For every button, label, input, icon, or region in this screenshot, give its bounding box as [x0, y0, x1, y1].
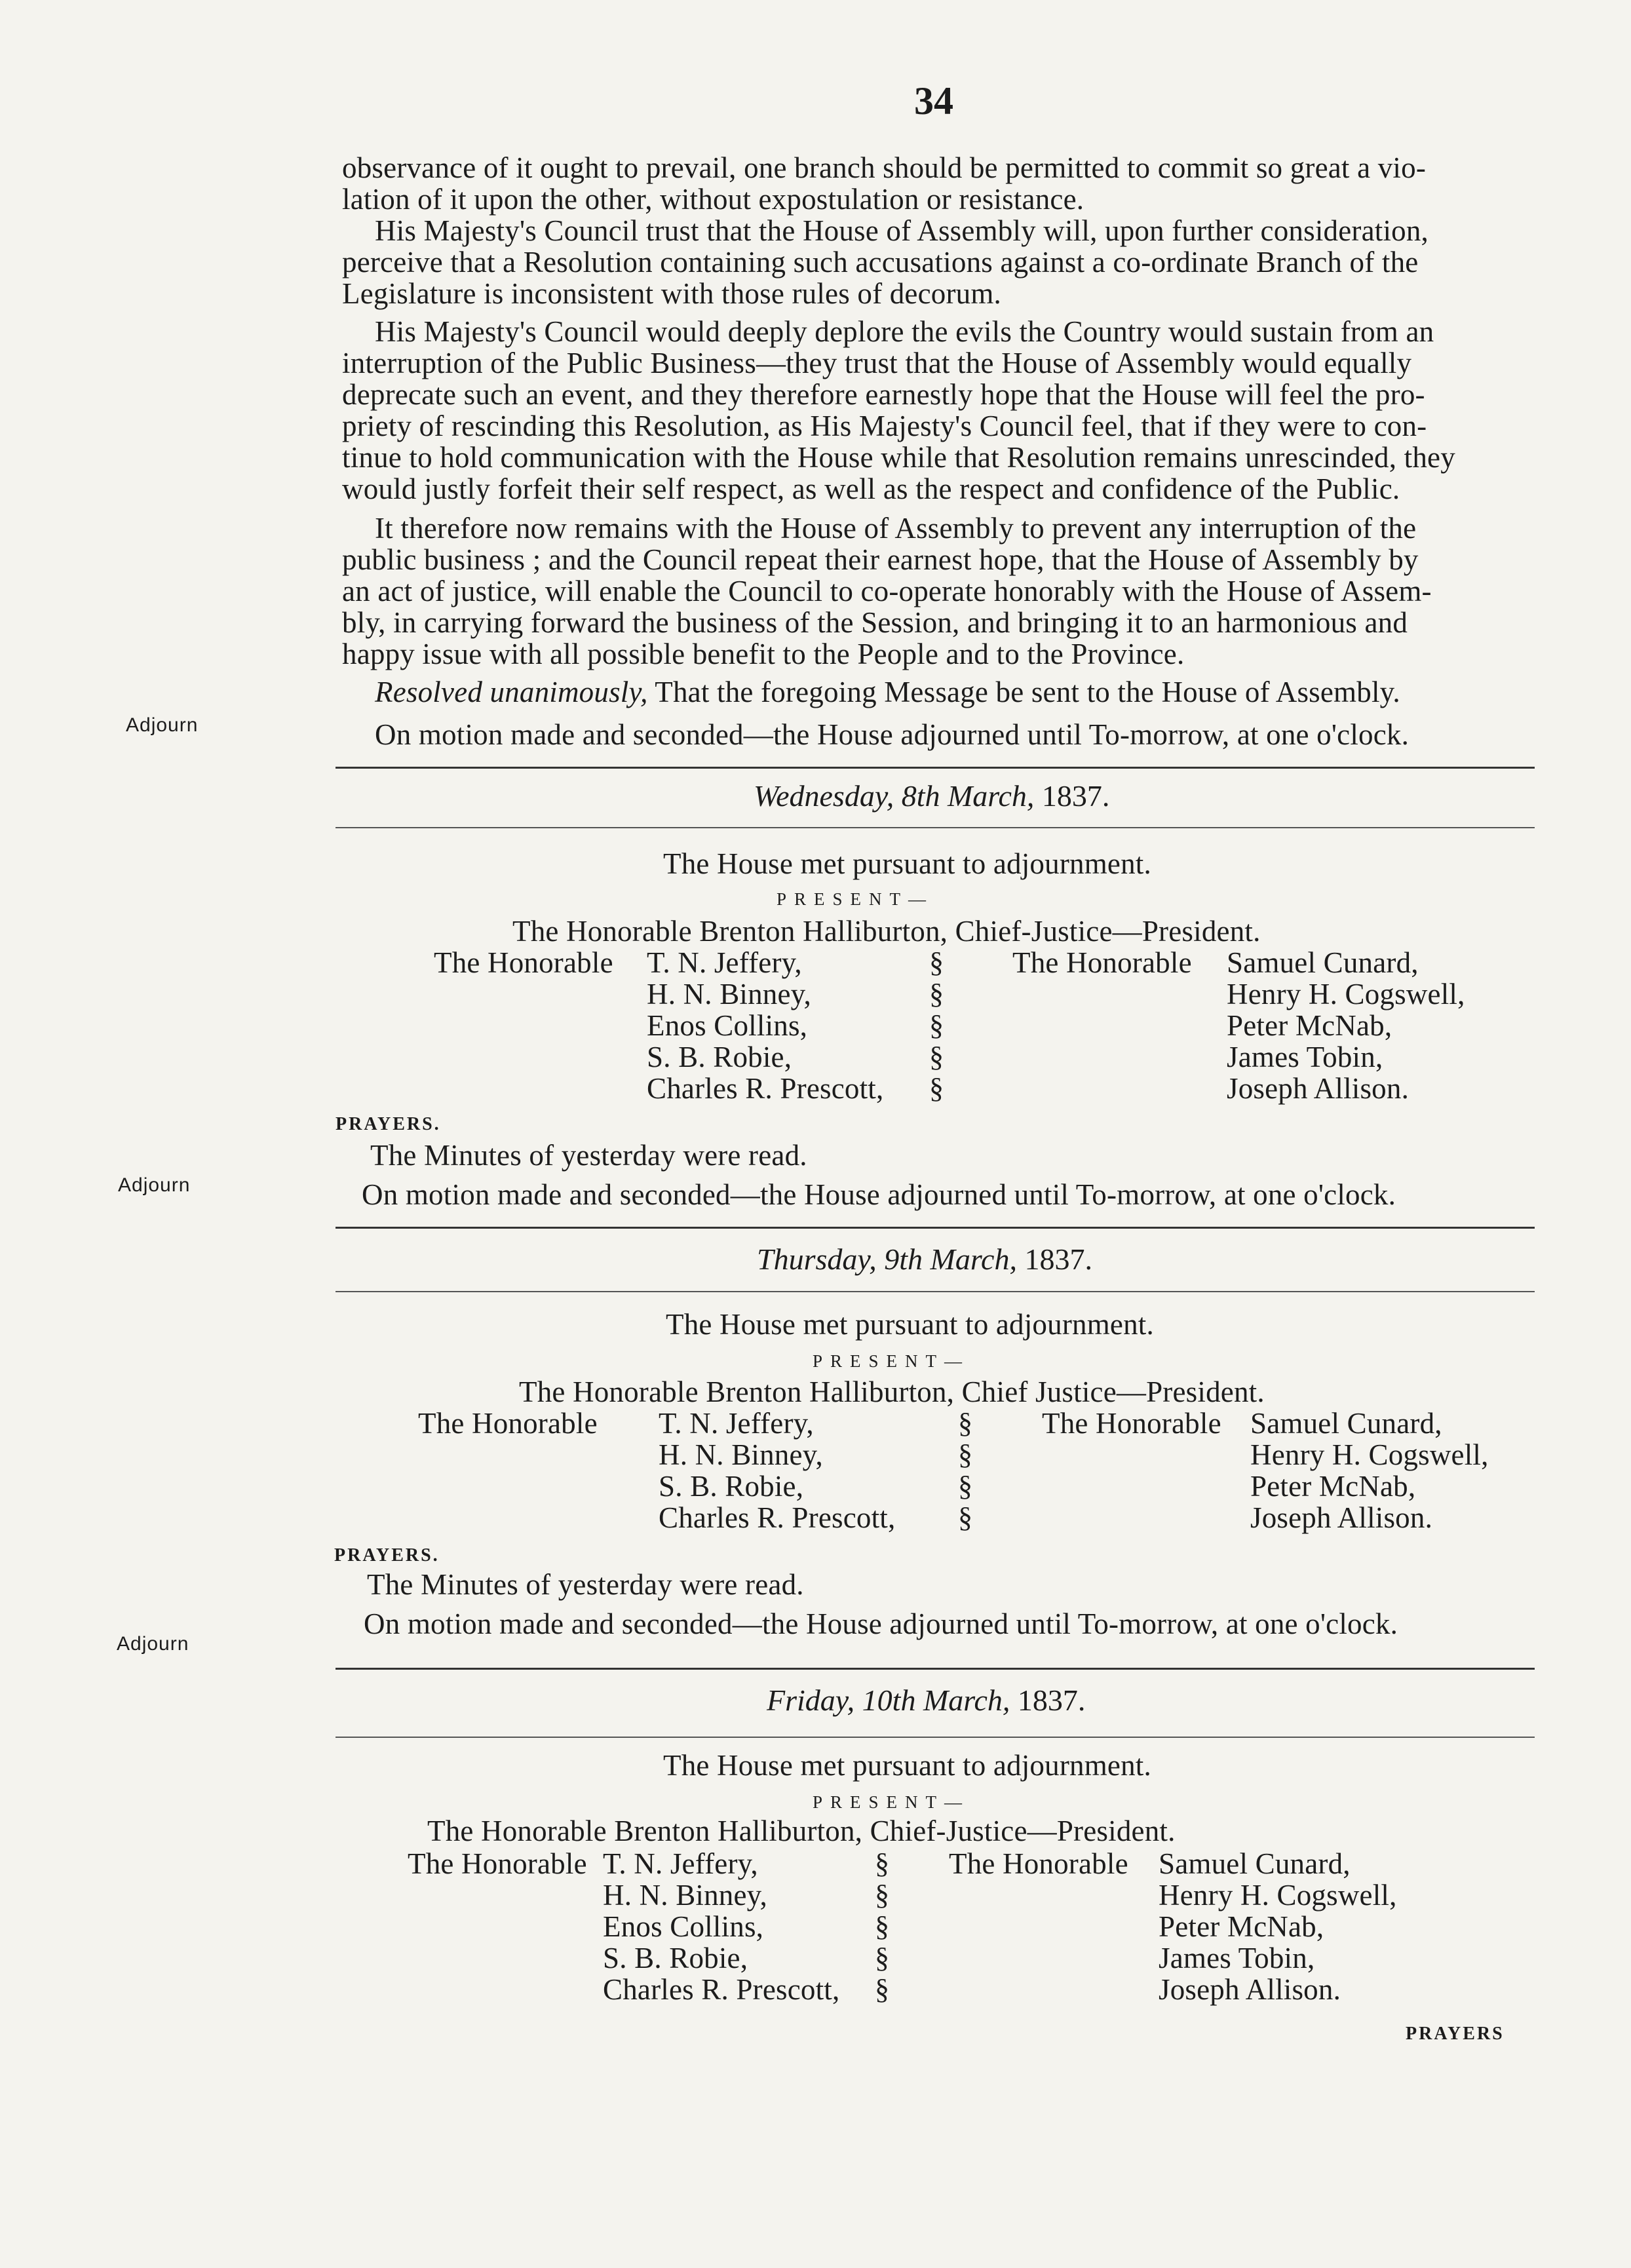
- section-mark: §: [958, 1501, 972, 1533]
- text-line: Legislature is inconsistent with those rules of decorum.: [342, 277, 1001, 310]
- member-right: Henry H. Cogswell,: [1227, 978, 1465, 1010]
- section-mark: §: [958, 1470, 972, 1502]
- member-prefix-left: The Honorable: [434, 946, 613, 979]
- member-prefix-right: The Honorable: [1012, 946, 1192, 979]
- section-mark: §: [875, 1942, 889, 1974]
- date-heading: [757, 1242, 1092, 1277]
- margin-note-adjourn: Adjourn: [117, 1633, 189, 1655]
- president-line: The Honorable Brenton Halliburton, Chief-Justice—President.: [512, 915, 1261, 948]
- adjourn-line: On motion made and seconded—the House adjourned until To-morrow, at one o'clock.: [364, 1607, 1398, 1640]
- section-rule: [336, 1227, 1535, 1229]
- member-right: Samuel Cunard,: [1227, 946, 1419, 979]
- section-mark: §: [958, 1438, 972, 1470]
- member-right: Peter McNab,: [1227, 1009, 1392, 1042]
- section-rule: [336, 767, 1535, 769]
- page-number: 34: [914, 79, 953, 123]
- text-line: tinue to hold communication with the House while that Resolution remains unrescinded, they: [342, 441, 1455, 474]
- section-mark: §: [929, 1041, 944, 1073]
- present-label: PRESENT—: [777, 889, 934, 909]
- section-rule: [336, 827, 1535, 828]
- section-rule: [336, 1291, 1535, 1292]
- member-left: T. N. Jeffery,: [603, 1847, 758, 1880]
- member-right: Samuel Cunard,: [1250, 1407, 1442, 1440]
- text-line: His Majesty's Council trust that the House of Assembly will, upon further consideration,: [375, 214, 1429, 247]
- text-line: public business ; and the Council repeat their earnest hope, that the House of Assembly by: [342, 543, 1419, 576]
- member-right: Joseph Allison.: [1227, 1072, 1410, 1105]
- text-line: It therefore now remains with the House of Assembly to prevent any interruption of the: [375, 512, 1417, 545]
- date-day: Thursday, 9th March,: [757, 1242, 1017, 1276]
- member-left: S. B. Robie,: [647, 1041, 792, 1073]
- date-year: 1837.: [1024, 1242, 1092, 1276]
- member-right: James Tobin,: [1159, 1942, 1315, 1974]
- member-right: James Tobin,: [1227, 1041, 1383, 1073]
- member-right: Henry H. Cogswell,: [1159, 1879, 1397, 1912]
- member-right: Peter McNab,: [1250, 1470, 1416, 1503]
- section-mark: §: [875, 1847, 889, 1879]
- text-line: His Majesty's Council would deeply deplore the evils the Country would sustain from an: [375, 315, 1434, 348]
- date-year: 1837.: [1041, 779, 1110, 813]
- margin-note-adjourn: Adjourn: [118, 1174, 191, 1196]
- met-line: The House met pursuant to adjournment.: [666, 1308, 1154, 1341]
- text-line: happy issue with all possible benefit to the People and to the Province.: [342, 638, 1185, 670]
- text-line: interruption of the Public Business—they trust that the House of Assembly would equally: [342, 347, 1412, 379]
- section-mark: §: [929, 1072, 944, 1104]
- member-prefix-right: The Honorable: [1042, 1407, 1221, 1440]
- text-line: deprecate such an event, and they therefore earnestly hope that the House will feel the pro-: [342, 378, 1425, 411]
- member-left: H. N. Binney,: [659, 1438, 823, 1471]
- member-left: Charles R. Prescott,: [659, 1501, 896, 1534]
- member-right: Henry H. Cogswell,: [1250, 1438, 1489, 1471]
- section-mark: §: [958, 1407, 972, 1439]
- president-line: The Honorable Brenton Halliburton, Chief-Justice—President.: [427, 1815, 1176, 1847]
- text-line: bly, in carrying forward the business of the Session, and bringing it to an harmonious and: [342, 606, 1408, 639]
- member-right: Samuel Cunard,: [1159, 1847, 1351, 1880]
- adjourn-line: On motion made and seconded—the House adjourned until To-morrow, at one o'clock.: [375, 718, 1410, 751]
- section-mark: §: [929, 946, 944, 978]
- member-left: S. B. Robie,: [603, 1942, 748, 1974]
- section-mark: §: [875, 1973, 889, 2005]
- member-left: H. N. Binney,: [647, 978, 811, 1010]
- margin-note-adjourn: Adjourn: [126, 714, 199, 736]
- minutes-line: The Minutes of yesterday were read.: [367, 1568, 804, 1601]
- member-prefix-left: The Honorable: [418, 1407, 598, 1440]
- section-rule: [336, 1737, 1535, 1738]
- section-mark: §: [875, 1910, 889, 1942]
- member-left: Enos Collins,: [647, 1009, 808, 1042]
- resolution-lead: Resolved unanimously,: [375, 676, 648, 708]
- president-line: The Honorable Brenton Halliburton, Chief Justice—President.: [519, 1375, 1265, 1408]
- resolution-text: That the foregoing Message be sent to the House of Assembly.: [655, 676, 1400, 708]
- catchword: PRAYERS: [1406, 2024, 1505, 2044]
- member-right: Peter McNab,: [1159, 1910, 1324, 1943]
- member-left: S. B. Robie,: [659, 1470, 804, 1503]
- section-mark: §: [929, 1009, 944, 1041]
- member-left: T. N. Jeffery,: [647, 946, 802, 979]
- section-rule: [336, 1668, 1535, 1670]
- text-line: an act of justice, will enable the Council to co-operate honorably with the House of Assem-: [342, 575, 1432, 607]
- text-line: priety of rescinding this Resolution, as His Majesty's Council feel, that if they were to con-: [342, 410, 1427, 442]
- prayers-label: PRAYERS.: [336, 1114, 441, 1134]
- member-left: Enos Collins,: [603, 1910, 764, 1943]
- date-heading: [767, 1683, 1085, 1718]
- member-prefix-right: The Honorable: [949, 1847, 1128, 1880]
- section-mark: §: [929, 978, 944, 1010]
- member-left: T. N. Jeffery,: [659, 1407, 814, 1440]
- date-year: 1837.: [1017, 1683, 1086, 1717]
- present-label: PRESENT—: [813, 1351, 970, 1371]
- present-label: PRESENT—: [813, 1792, 970, 1812]
- text-line: observance of it ought to prevail, one branch should be permitted to commit so great a vio-: [342, 151, 1426, 184]
- date-day: Friday, 10th March,: [767, 1683, 1010, 1717]
- met-line: The House met pursuant to adjournment.: [663, 1749, 1151, 1782]
- prayers-label: PRAYERS.: [334, 1545, 440, 1566]
- member-right: Joseph Allison.: [1250, 1501, 1433, 1534]
- resolution-line: [375, 675, 1400, 709]
- member-prefix-left: The Honorable: [408, 1847, 587, 1880]
- minutes-line: The Minutes of yesterday were read.: [370, 1139, 807, 1172]
- date-day: Wednesday, 8th March,: [754, 779, 1035, 813]
- text-line: perceive that a Resolution containing such accusations against a co-ordinate Branch of the: [342, 246, 1419, 279]
- adjourn-line: On motion made and seconded—the House adjourned until To-morrow, at one o'clock.: [362, 1178, 1396, 1211]
- date-heading: [754, 778, 1109, 813]
- member-right: Joseph Allison.: [1159, 1973, 1341, 2006]
- text-line: lation of it upon the other, without expostulation or resistance.: [342, 183, 1084, 216]
- met-line: The House met pursuant to adjournment.: [663, 847, 1151, 880]
- text-line: would justly forfeit their self respect, as well as the respect and confidence of the Public.: [342, 472, 1400, 505]
- member-left: Charles R. Prescott,: [603, 1973, 840, 2006]
- member-left: H. N. Binney,: [603, 1879, 767, 1912]
- member-left: Charles R. Prescott,: [647, 1072, 884, 1105]
- section-mark: §: [875, 1879, 889, 1911]
